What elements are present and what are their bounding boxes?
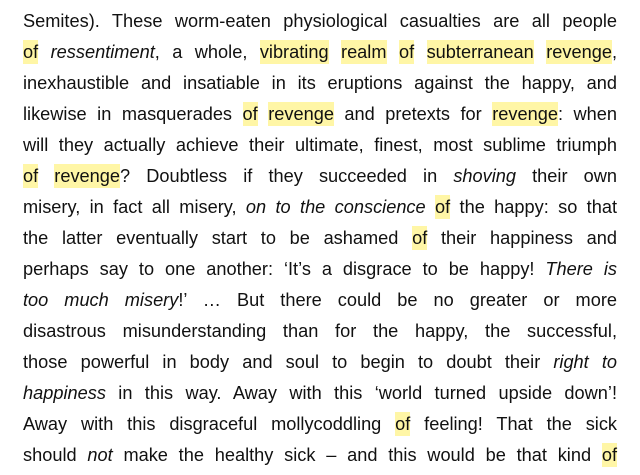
text-line — [23, 99, 617, 130]
text-line — [23, 161, 617, 192]
highlighted-word: revenge — [492, 104, 558, 124]
highlighted-word: revenge — [54, 166, 121, 186]
highlighted-word: of — [398, 42, 415, 62]
text-run: ? Doubtless if they succeeded in — [120, 166, 454, 186]
italic-text: not — [87, 445, 113, 465]
highlighted-word: of — [435, 197, 451, 217]
text-run: Away with this disgraceful mollycoddling — [23, 414, 396, 434]
text-passage — [23, 6, 617, 471]
text-line — [23, 192, 617, 223]
text-run — [329, 42, 341, 62]
italic-text: on to the conscience — [245, 197, 426, 217]
text-run: , a whole, — [154, 42, 260, 62]
italic-text: happiness — [23, 383, 106, 403]
text-run: the happy: so that — [450, 197, 617, 217]
highlighted-word: of — [242, 104, 258, 124]
highlighted-word: of — [23, 166, 39, 186]
text-run — [258, 104, 269, 124]
text-run: their happiness and — [427, 228, 617, 248]
italic-text: shoving — [453, 166, 517, 186]
text-line — [23, 68, 617, 99]
text-run: likewise in masquerades — [23, 104, 243, 124]
text-run: the latter eventually start to be ashamed — [23, 228, 413, 248]
text-run — [534, 42, 546, 62]
highlighted-word: revenge — [546, 42, 612, 62]
highlighted-word: of — [601, 445, 618, 465]
text-run: make the healthy sick – and this would be that kind — [112, 445, 602, 465]
highlighted-word: of — [412, 228, 428, 248]
text-run: perhaps say to one another: ‘It’s a disgrace to be happy! — [23, 259, 546, 279]
text-run: , — [611, 42, 618, 62]
text-run — [38, 42, 50, 62]
text-run — [38, 166, 54, 186]
text-line — [23, 440, 617, 471]
text-line — [23, 347, 617, 378]
text-run — [414, 42, 426, 62]
text-run: their own — [516, 166, 617, 186]
highlighted-word: of — [23, 42, 39, 62]
highlighted-word: subterranean — [426, 42, 534, 62]
text-line — [23, 37, 617, 68]
text-run: and pretexts for — [333, 104, 493, 124]
text-line — [23, 378, 617, 409]
highlighted-word: of — [395, 414, 411, 434]
highlighted-word: vibrating — [259, 42, 329, 62]
text-line — [23, 285, 617, 316]
text-line — [23, 254, 617, 285]
highlighted-word: realm — [341, 42, 387, 62]
text-line — [23, 130, 617, 161]
text-run: : when — [557, 104, 617, 124]
text-run — [426, 197, 435, 217]
text-run: will they actually achieve their ultimate, finest, most sublime triumph — [23, 135, 617, 155]
text-line — [23, 6, 617, 37]
text-run: in this way. Away with this ‘world turned upside down’! — [105, 383, 617, 403]
text-run: those powerful in body and soul to begin to doubt their — [23, 352, 554, 372]
text-run: !’ … But there could be no greater or more — [178, 290, 617, 310]
text-run: feeling! That the sick — [410, 414, 618, 434]
highlighted-word: revenge — [268, 104, 334, 124]
text-run: misery, in fact all misery, — [23, 197, 246, 217]
italic-text: right to — [553, 352, 617, 372]
text-line — [23, 316, 617, 347]
italic-text: too much misery — [23, 290, 179, 310]
text-line — [23, 223, 617, 254]
text-run: disastrous misunderstanding than for the happy, the successful, — [23, 321, 617, 341]
text-run: Semites). These worm-eaten physiological casualties are all people — [23, 11, 617, 31]
text-run: should — [23, 445, 88, 465]
italic-text: ressentiment — [50, 42, 155, 62]
text-run: inexhaustible and insatiable in its eruptions against the happy, and — [23, 73, 617, 93]
text-line — [23, 409, 617, 440]
text-run — [387, 42, 399, 62]
italic-text: There is — [545, 259, 617, 279]
